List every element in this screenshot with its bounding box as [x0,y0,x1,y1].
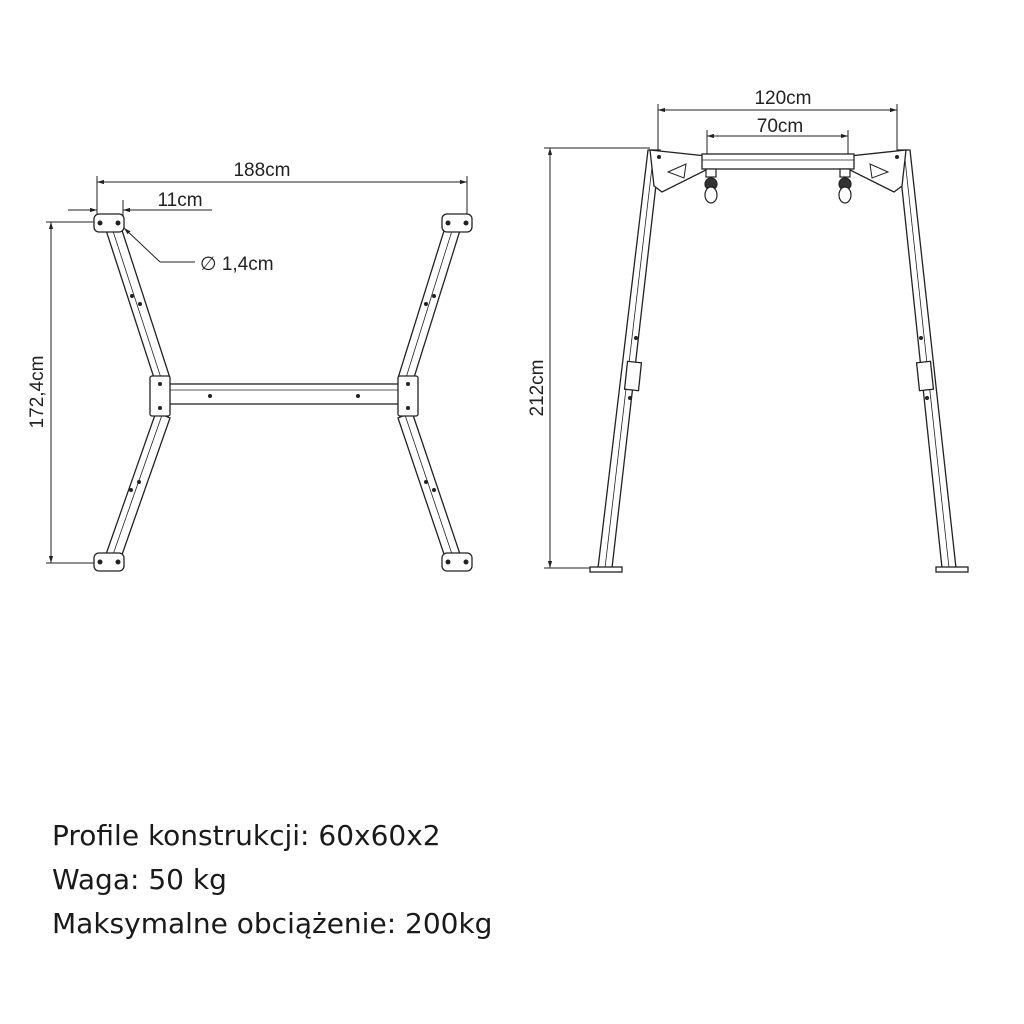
spec-profile: Profile konstrukcji: 60x60x2 [52,819,441,852]
hole-diameter-label: ∅ 1,4cm [200,254,274,275]
front-view-bolts [628,155,929,400]
specifications [52,814,492,946]
top-view [27,160,472,571]
outer-width-label: 120cm [754,88,812,109]
dimension-inner-width [707,116,848,156]
dimension-foot-offset [68,190,212,222]
swing-hooks [705,169,851,203]
height-label: 212cm [527,359,548,417]
front-view-frame [590,150,968,572]
dimension-overall-depth [27,222,100,563]
spec-weight: Waga: 50 kg [52,863,227,896]
spec-max-load: Maksymalne obciążenie: 200kg [52,907,493,940]
inner-width-label: 70cm [756,116,804,137]
top-view-frame [94,214,472,571]
foot-offset-label: 11cm [157,190,203,211]
overall-width-label: 188cm [233,160,291,181]
front-view [527,88,968,572]
dimension-hole-diameter [124,228,274,275]
dimension-overall-width [97,160,467,214]
overall-depth-label: 172,4cm [27,355,48,429]
